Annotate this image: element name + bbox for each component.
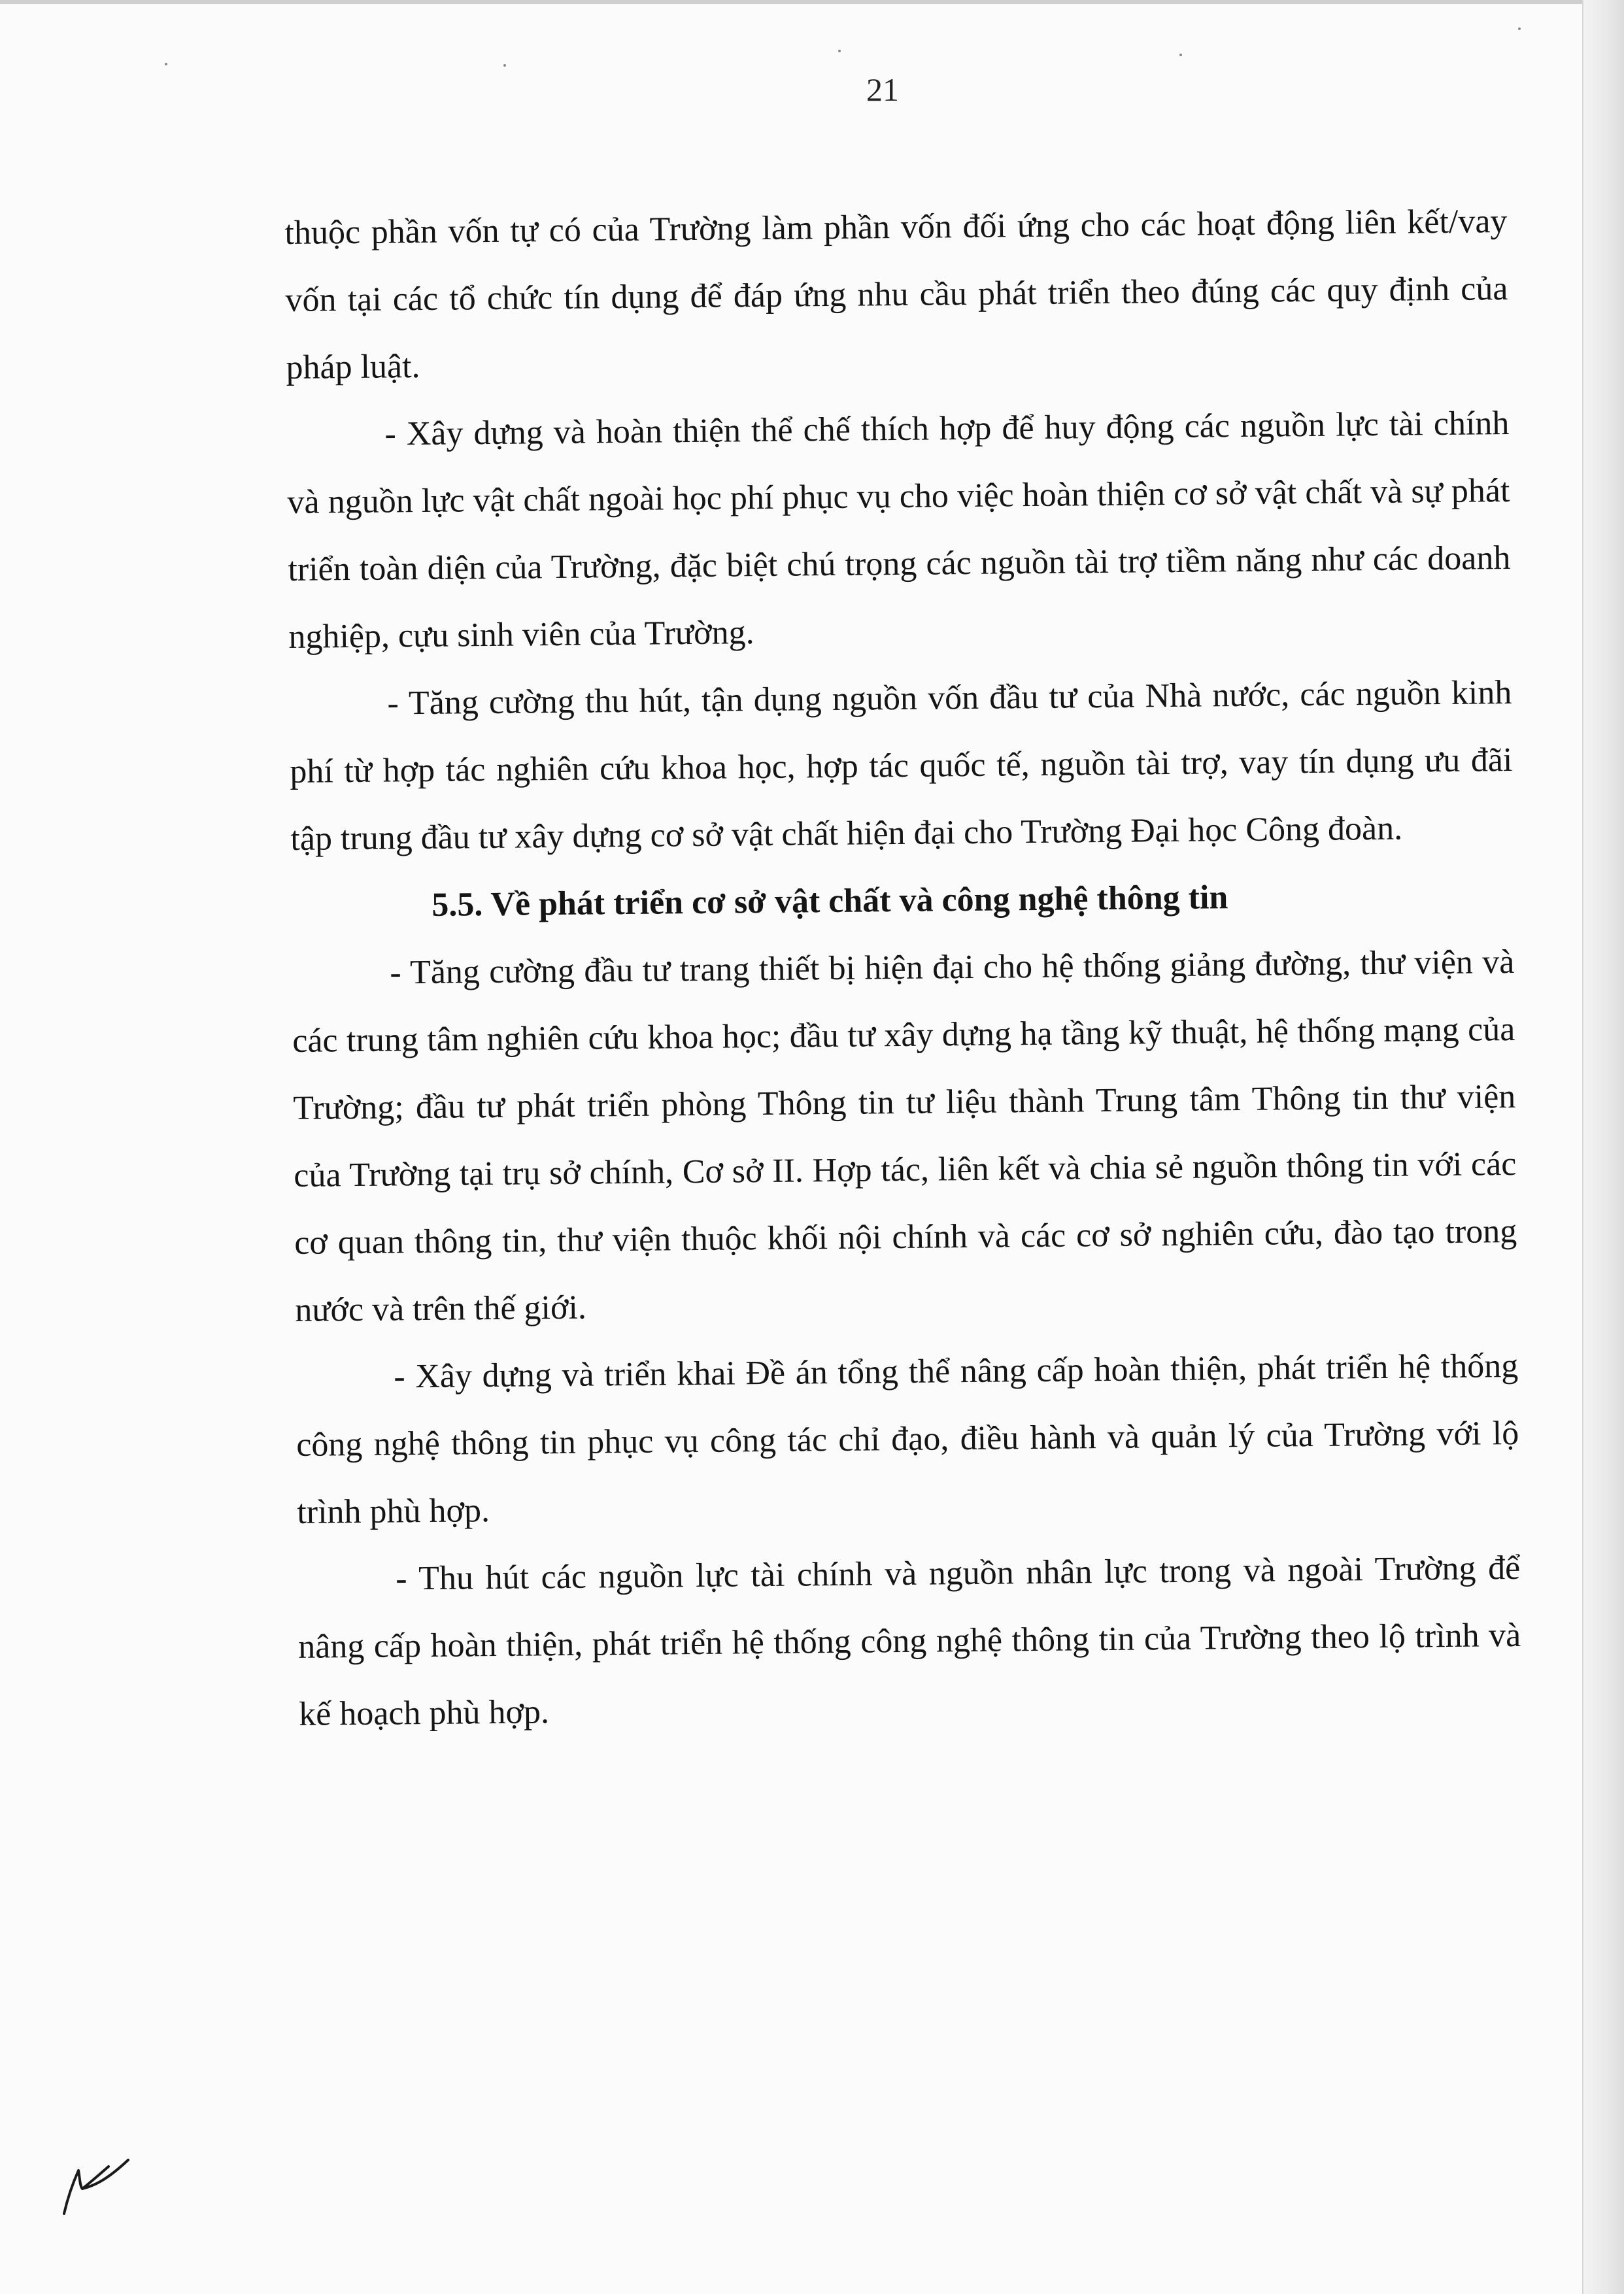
paragraph-resource-attraction: - Thu hút các nguồn lực tài chính và nguồn nhân lực trong và ngoài Trường để nâng cấp hoàn thiện, phát triển hệ thống công nghệ thông tin của Trường theo lộ trình và kế hoạch phù hợp.: [297, 1549, 1521, 1733]
handwritten-initials: [60, 2157, 132, 2216]
page-number: 21: [866, 71, 899, 108]
paragraph-it-project: - Xây dựng và triển khai Đề án tổng thể nâng cấp hoàn thiện, phát triển hệ thống công nghệ thông tin phục vụ công tác chỉ đạo, điều hành và quản lý của Trường với lộ trình phù hợp.: [296, 1347, 1519, 1531]
scan-top-edge: [0, 0, 1624, 4]
section-heading: 5.5. Về phát triển cơ sở vật chất và công nghệ thông tin: [431, 879, 1228, 924]
paragraph-financial-mobilization: - Xây dựng và hoàn thiện thể chế thích hợp để huy động các nguồn lực tài chính và nguồn lực vật chất ngoài học phí phục vụ cho việc hoàn thiện cơ sở vật chất và sự phát triển toàn diện của Trường, đặc biệt chú trọng các nguồn tài trợ tiềm năng như các doanh nghiệp, cựu sinh viên của Trường.: [287, 405, 1511, 656]
scan-speck: [1518, 27, 1521, 30]
scan-speck: [838, 50, 841, 52]
document-body: [284, 188, 1522, 1748]
paragraph-state-investment: - Tăng cường thu hút, tận dụng nguồn vốn đầu tư của Nhà nước, các nguồn kinh phí từ hợp tác nghiên cứu khoa học, hợp tác quốc tế, nguồn tài trợ, vay tín dụng ưu đãi tập trung đầu tư xây dựng cơ sở vật chất hiện đại cho Trường Đại học Công đoàn.: [290, 674, 1513, 858]
paragraph-continuation: thuộc phần vốn tự có của Trường làm phần vốn đối ứng cho các hoạt động liên kết/vay vốn tại các tổ chức tín dụng để đáp ứng nhu cầu phát triển theo đúng các quy định của pháp luật.: [284, 203, 1508, 386]
scan-speck: [1179, 54, 1182, 56]
scan-speck: [503, 64, 506, 67]
initials-stroke: [64, 2160, 128, 2214]
paragraph-equipment-investment: - Tăng cường đầu tư trang thiết bị hiện đại cho hệ thống giảng đường, thư viện và các trung tâm nghiên cứu khoa học; đầu tư xây dựng hạ tầng kỹ thuật, hệ thống mạng của Trường; đầu tư phát triển phòng Thông tin tư liệu thành Trung tâm Thông tin thư viện của Trường tại trụ sở chính, Cơ sở II. Hợp tác, liên kết và chia sẻ nguồn thông tin với các cơ quan thông tin, thư viện thuộc khối nội chính và các cơ sở nghiên cứu, đào tạo trong nước và trên thế giới.: [292, 943, 1517, 1329]
scan-right-edge: [1582, 0, 1624, 2294]
scan-speck: [165, 63, 167, 65]
